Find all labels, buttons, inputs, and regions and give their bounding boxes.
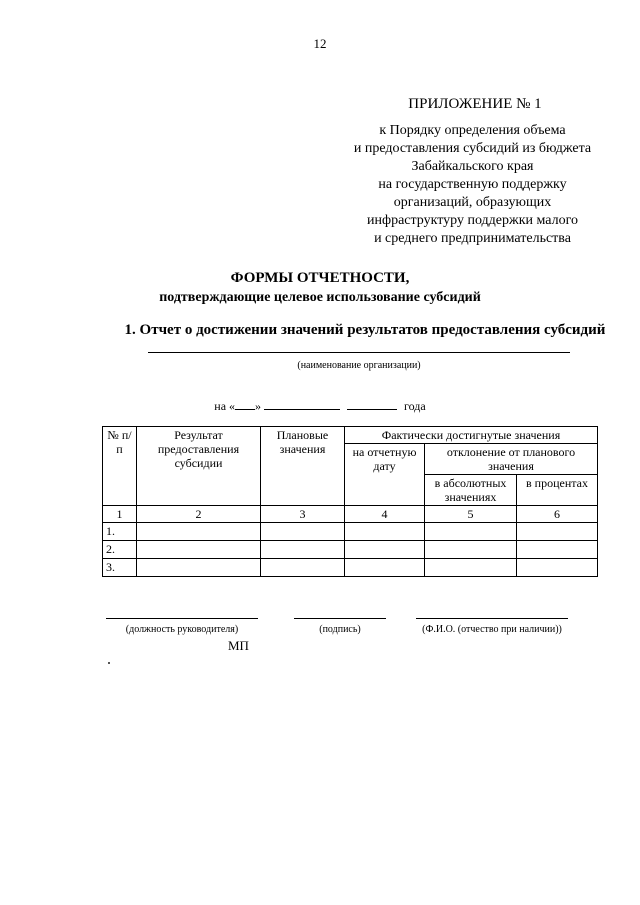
stray-mark <box>108 662 110 664</box>
header-absolute: в абсолютных значениях <box>425 475 517 506</box>
document-subtitle: подтверждающие целевое использование субсидий <box>159 290 481 305</box>
table-cell[interactable] <box>261 523 345 541</box>
column-number-row <box>103 506 598 523</box>
row-number: 2. <box>103 541 137 559</box>
column-number: 3 <box>261 506 345 523</box>
appendix-line: на государственную поддержку <box>378 177 567 192</box>
day-blank <box>235 398 255 410</box>
table-cell[interactable] <box>345 523 425 541</box>
header-on-date: на отчетную дату <box>345 444 425 506</box>
column-number: 2 <box>137 506 261 523</box>
row-number: 1. <box>103 523 137 541</box>
date-suffix: года <box>404 399 426 413</box>
position-signature-line <box>106 618 258 619</box>
column-number: 6 <box>517 506 598 523</box>
column-number: 5 <box>425 506 517 523</box>
row-number: 3. <box>103 559 137 577</box>
column-number: 1 <box>103 506 137 523</box>
table-cell[interactable] <box>517 559 598 577</box>
stamp-place: МП <box>228 638 249 653</box>
report-date-line <box>0 398 640 414</box>
month-blank <box>264 398 340 410</box>
header-num: № п/п <box>103 427 137 506</box>
table-cell[interactable] <box>425 541 517 559</box>
name-caption: (Ф.И.О. (отчество при наличии)) <box>422 624 562 635</box>
table-row <box>103 523 598 541</box>
table-cell[interactable] <box>137 541 261 559</box>
table-cell[interactable] <box>137 559 261 577</box>
appendix-title: ПРИЛОЖЕНИЕ № 1 <box>408 96 542 112</box>
table-cell[interactable] <box>261 559 345 577</box>
header-deviation: отклонение от планового значения <box>425 444 598 475</box>
appendix-reference <box>340 122 605 248</box>
table-cell[interactable] <box>517 541 598 559</box>
appendix-line: инфраструктуру поддержки малого <box>367 213 578 228</box>
appendix-line: к Порядку определения объема <box>379 123 566 138</box>
column-number: 4 <box>345 506 425 523</box>
appendix-line: организаций, образующих <box>393 195 552 210</box>
name-signature-line <box>416 618 568 619</box>
signature-caption: (подпись) <box>319 624 361 635</box>
header-actual: Фактически достигнутые значения <box>345 427 598 444</box>
header-planned: Плановые значения <box>261 427 345 506</box>
date-prefix: на « <box>214 399 236 413</box>
document-title: ФОРМЫ ОТЧЕТНОСТИ, <box>230 270 410 286</box>
appendix-line: и среднего предпринимательства <box>374 231 571 246</box>
table-cell[interactable] <box>425 559 517 577</box>
table-row <box>103 541 598 559</box>
table-cell[interactable] <box>517 523 598 541</box>
appendix-line: и предоставления субсидий из бюджета <box>353 141 592 156</box>
organization-name-line <box>148 352 570 353</box>
table-cell[interactable] <box>345 541 425 559</box>
signature-line <box>294 618 386 619</box>
table-row <box>103 559 598 577</box>
table-cell[interactable] <box>425 523 517 541</box>
table-cell[interactable] <box>261 541 345 559</box>
page-number: 12 <box>313 36 327 51</box>
table-cell[interactable] <box>345 559 425 577</box>
year-blank <box>347 398 397 410</box>
position-caption: (должность руководителя) <box>125 624 239 635</box>
section-title: 1. Отчет о достижении значений результатов предоставления субсидий <box>124 322 606 338</box>
header-result: Результат предоставления субсидии <box>137 427 261 506</box>
table-cell[interactable] <box>137 523 261 541</box>
header-percent: в процентах <box>517 475 598 506</box>
organization-caption: (наименование организации) <box>297 360 421 371</box>
date-mid: » <box>255 399 262 413</box>
appendix-line: Забайкальского края <box>411 159 534 174</box>
results-table <box>102 426 598 577</box>
